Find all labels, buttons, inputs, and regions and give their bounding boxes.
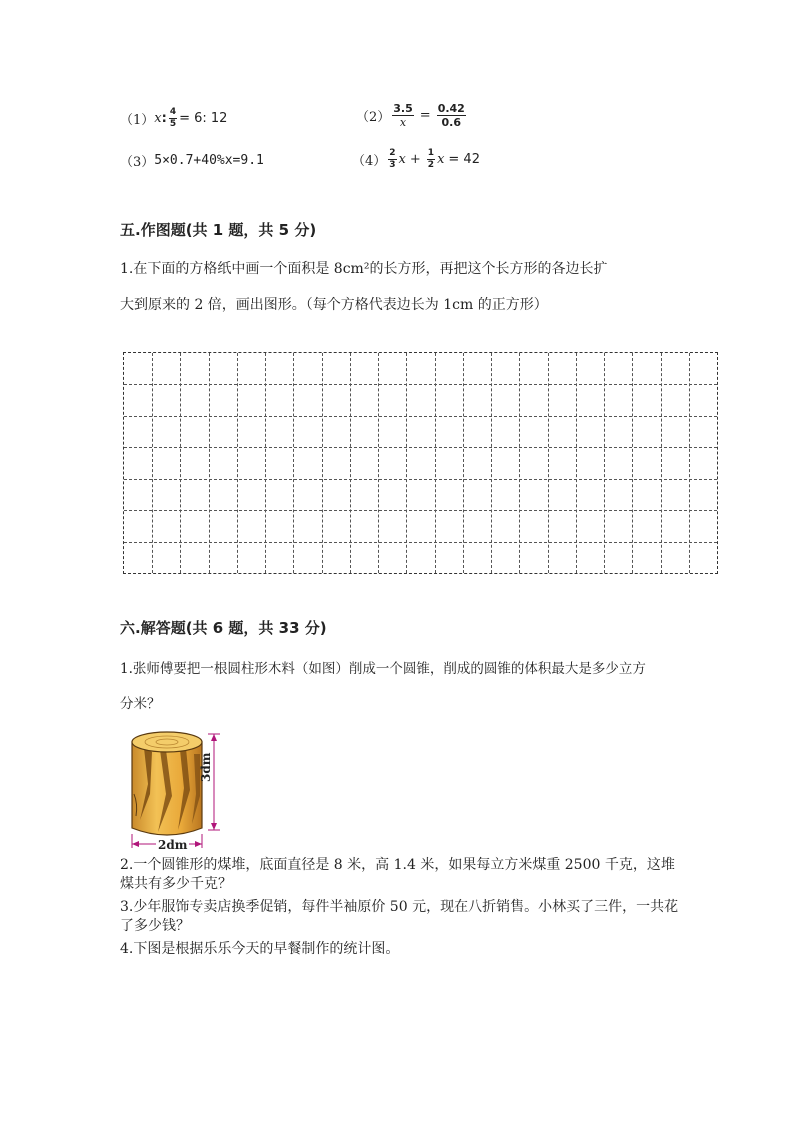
section-6-title: 六.解答题(共 6 题，共 33 分) xyxy=(120,619,327,637)
eq-equals: = xyxy=(419,108,431,123)
eq-var: x xyxy=(398,152,406,167)
section-6-q1-line2: 分米？ xyxy=(120,696,161,712)
eq-label: （3） xyxy=(120,155,155,170)
width-label: 2dm xyxy=(158,838,188,852)
eq-fraction: $\frac{0.42}{0.6}$ xyxy=(437,102,465,129)
grid-line-vertical xyxy=(406,353,407,573)
equation-1 xyxy=(120,108,227,129)
eq-colon: : xyxy=(161,111,167,126)
grid-line-vertical xyxy=(548,353,549,573)
equation-2 xyxy=(356,103,468,128)
grid-line-horizontal xyxy=(124,447,717,448)
section-5-q1-line1: 1.在下面的方格纸中画一个面积是 8cm²的长方形，再把这个长方形的各边长扩 xyxy=(120,261,608,277)
eq-label: （2） xyxy=(356,110,391,125)
section-6-q3: 3.少年服饰专卖店换季促销，每件半袖原价 50 元，现在八折销售。小林买了三件，一共花了多少钱？ xyxy=(120,899,679,934)
section-5-q1-line2: 大到原来的 2 倍，画出图形。（每个方格代表边长为 1cm 的正方形） xyxy=(120,297,548,313)
grid-line-vertical xyxy=(519,353,520,573)
grid-line-vertical xyxy=(689,353,690,573)
grid-line-horizontal xyxy=(124,479,717,480)
section-6-q2: 2.一个圆锥形的煤堆，底面直径是 8 米，高 1.4 米，如果每立方米煤重 2500 千克，这堆煤共有多少千克？ xyxy=(120,857,675,892)
grid-line-vertical xyxy=(322,353,323,573)
grid-line-vertical xyxy=(491,353,492,573)
eq-fraction: $\frac{4}{5}$ xyxy=(169,107,177,129)
grid-line-horizontal xyxy=(124,542,717,543)
grid-line-vertical xyxy=(237,353,238,573)
eq-fraction: $\frac{1}{2}$ xyxy=(427,148,435,170)
grid-line-horizontal xyxy=(124,416,717,417)
eq-fraction: $\frac{3.5}{x}$ xyxy=(393,102,413,129)
eq-label: （1） xyxy=(120,113,155,128)
grid-line-vertical xyxy=(180,353,181,573)
grid-line-vertical xyxy=(463,353,464,573)
eq-plus: + xyxy=(409,152,421,167)
grid-line-vertical xyxy=(435,353,436,573)
grid-line-vertical xyxy=(209,353,210,573)
grid-line-vertical xyxy=(632,353,633,573)
grid-line-horizontal xyxy=(124,384,717,385)
grid-line-vertical xyxy=(576,353,577,573)
grid-line-vertical xyxy=(265,353,266,573)
section-6-q4: 4.下图是根据乐乐今天的早餐制作的统计图。 xyxy=(120,941,400,957)
eq-fraction: $\frac{2}{3}$ xyxy=(389,148,396,170)
section-6-q1-line1: 1.张师傅要把一根圆柱形木料（如图）削成一个圆锥，削成的圆锥的体积最大是多少立方 xyxy=(120,661,646,677)
eq-rhs: = 6: 12 xyxy=(179,111,228,126)
grid-line-vertical xyxy=(661,353,662,573)
grid-line-vertical xyxy=(293,353,294,573)
height-label: 3dm xyxy=(199,752,213,782)
eq-label: （4） xyxy=(352,154,387,169)
eq-text: 5×0.7+40%x=9.1 xyxy=(154,153,264,168)
section-5-title: 五.作图题(共 1 题，共 5 分) xyxy=(120,221,317,239)
eq-var: x xyxy=(437,152,445,167)
grid-line-vertical xyxy=(350,353,351,573)
eq-var: x xyxy=(154,111,162,126)
equation-4 xyxy=(352,149,480,170)
grid-line-vertical xyxy=(378,353,379,573)
cylinder-log-figure xyxy=(122,724,232,854)
grid-line-horizontal xyxy=(124,510,717,511)
grid-line-vertical xyxy=(152,353,153,573)
eq-rhs: = 42 xyxy=(448,152,480,167)
equation-3 xyxy=(120,151,264,170)
grid-line-vertical xyxy=(604,353,605,573)
square-grid[interactable] xyxy=(123,352,718,574)
